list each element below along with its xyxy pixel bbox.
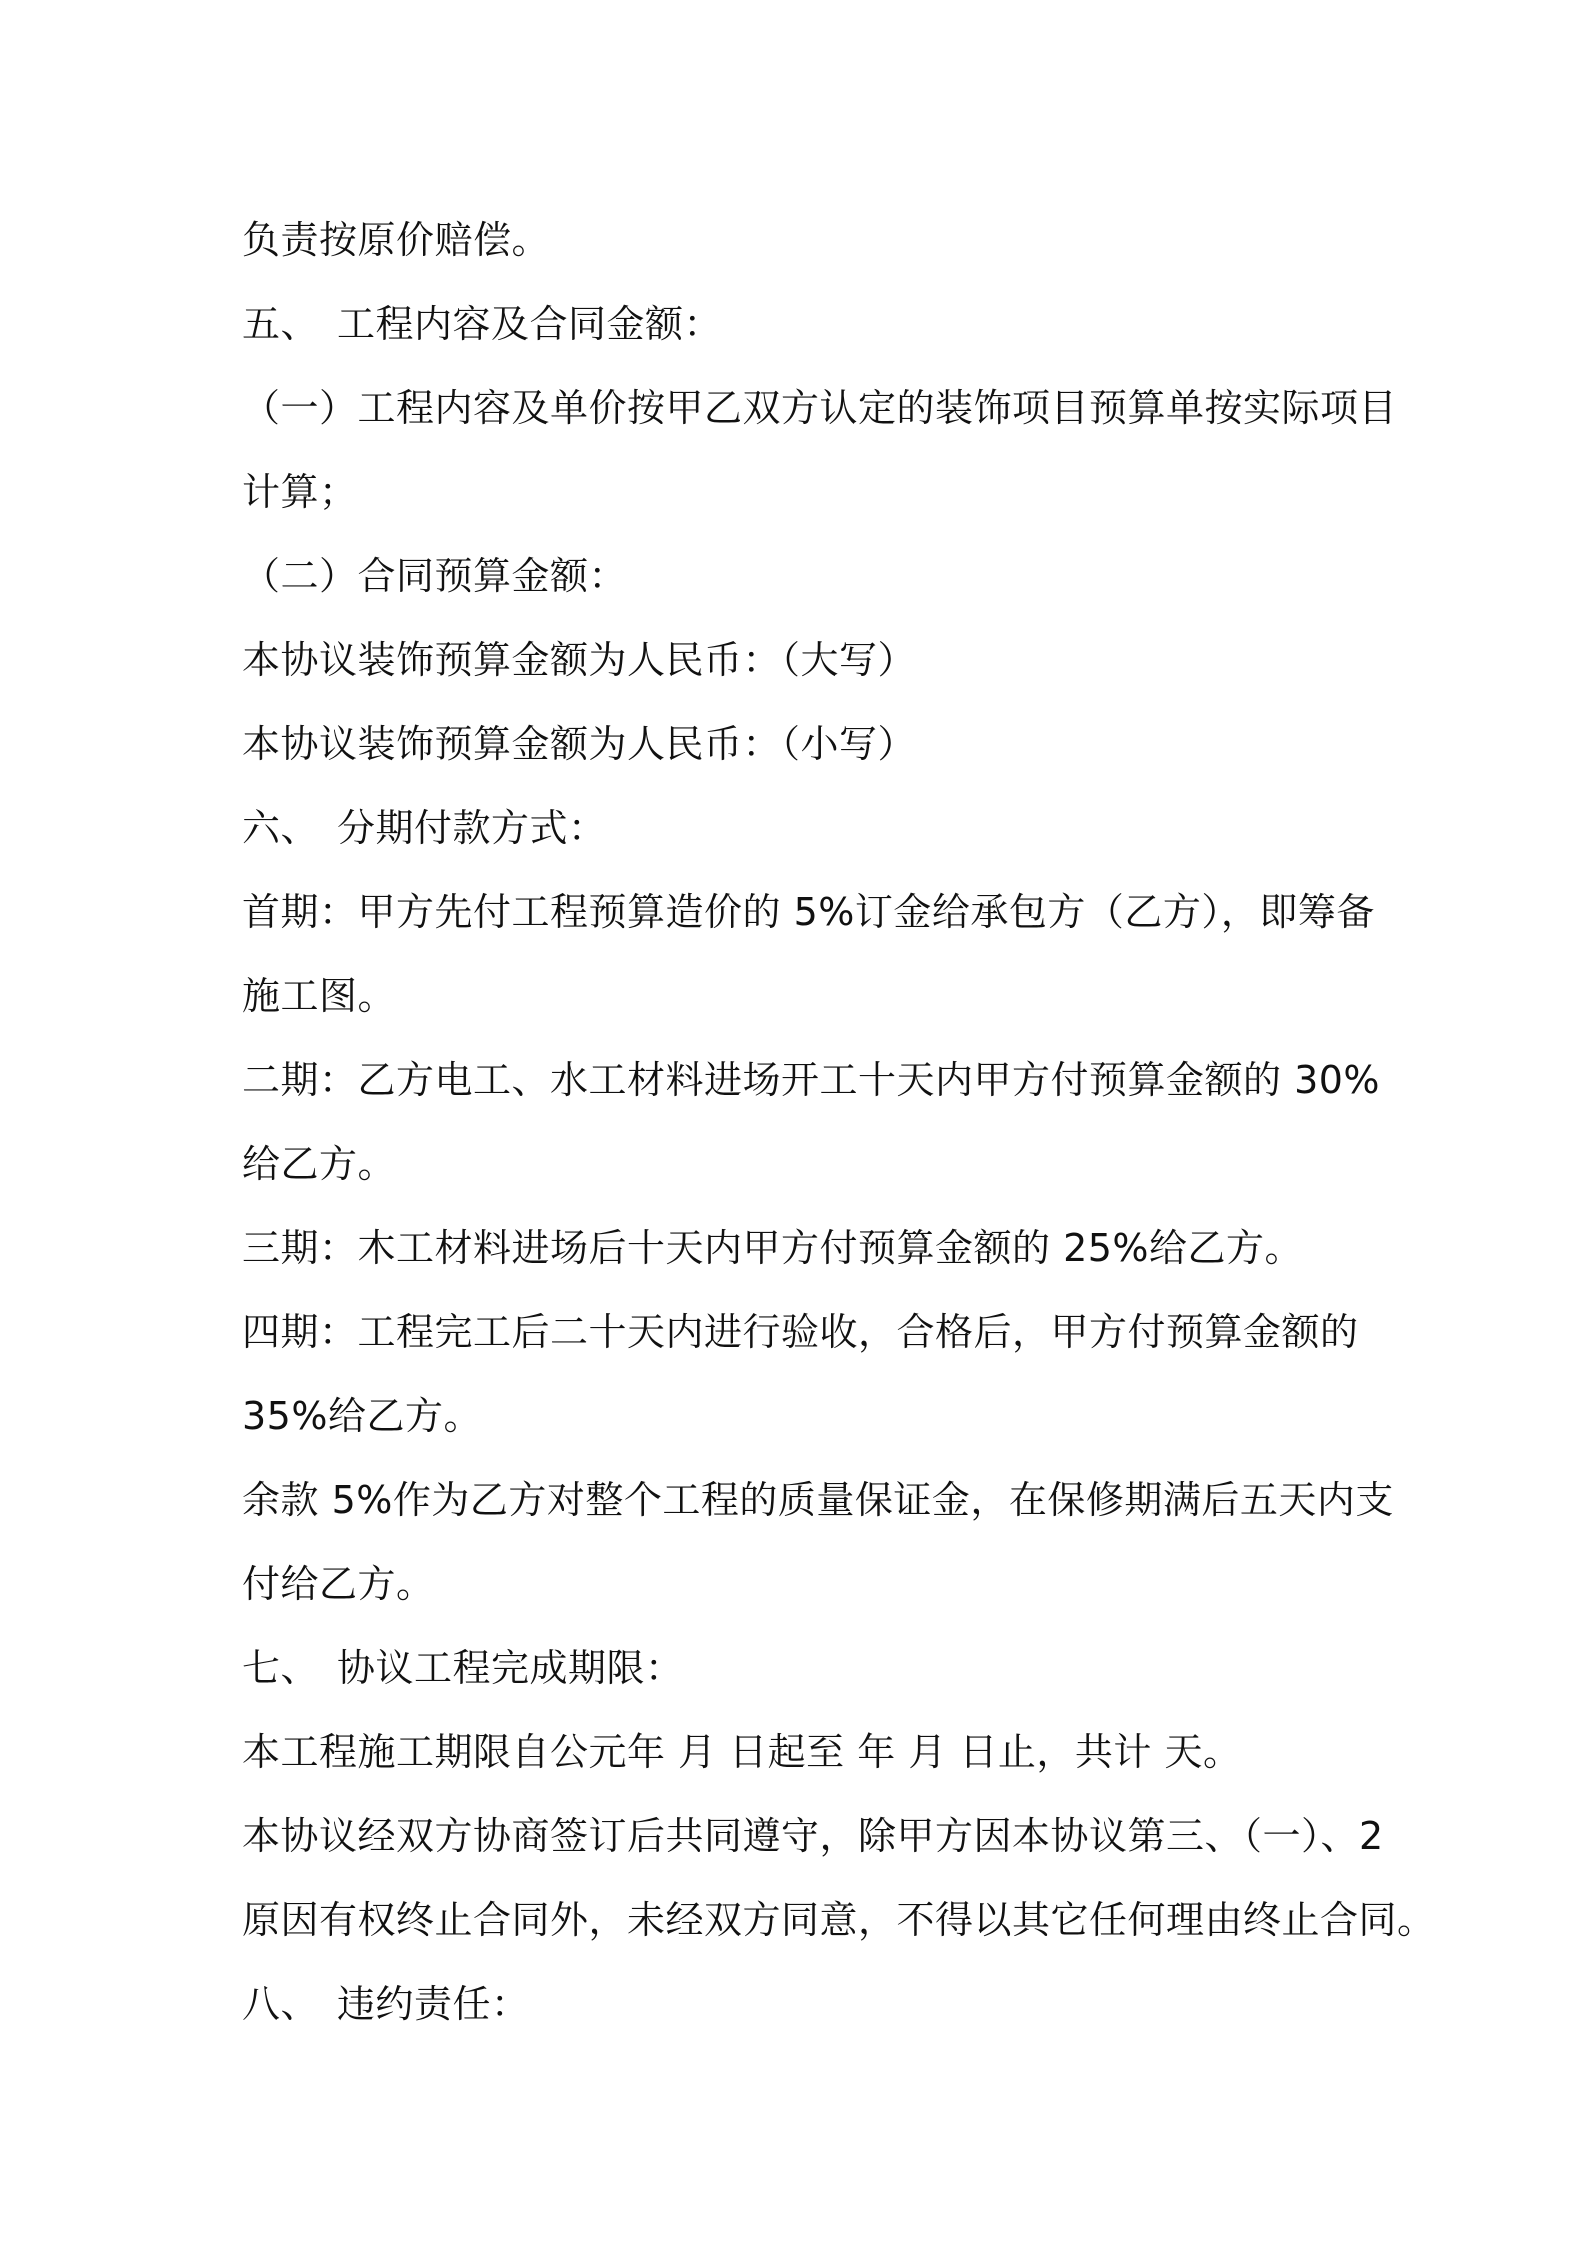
section-number: 八、 — [242, 1982, 320, 2026]
text-line: 施工图。 — [242, 974, 397, 1018]
text-line: 给乙方。 — [242, 1142, 397, 1186]
text-line: 余款 5%作为乙方对整个工程的质量保证金，在保修期满后五天内支 — [242, 1478, 1394, 1522]
text-line: 三期：木工材料进场后十天内甲方付预算金额的 25%给乙方。 — [242, 1226, 1304, 1270]
section-heading-5 — [242, 282, 1372, 366]
text-line: 本协议经双方协商签订后共同遵守，除甲方因本协议第三、（一）、2 — [242, 1814, 1384, 1858]
text-line: （二）合同预算金额： — [242, 554, 628, 598]
section-heading-7 — [242, 1626, 1372, 1710]
text-line: （一）工程内容及单价按甲乙双方认定的装饰项目预算单按实际项目 — [242, 386, 1398, 430]
text-line: 本协议装饰预算金额为人民币：（小写） — [242, 722, 917, 766]
text-line: 原因有权终止合同外，未经双方同意，不得以其它任何理由终止合同。 — [242, 1898, 1436, 1942]
text-line: 付给乙方。 — [242, 1562, 435, 1606]
text-line: 计算； — [242, 470, 358, 514]
text-line: 本工程施工期限自公元年 月 日起至 年 月 日止，共计 天。 — [242, 1730, 1242, 1774]
text-line: 首期：甲方先付工程预算造价的 5%订金给承包方（乙方），即筹备 — [242, 890, 1375, 934]
text-line: 35%给乙方。 — [242, 1394, 482, 1438]
section-heading-8 — [242, 1962, 1372, 2046]
section-title: 工程内容及合同金额： — [337, 302, 723, 346]
text-line: 二期：乙方电工、水工材料进场开工十天内甲方付预算金额的 30% — [242, 1058, 1381, 1102]
section-number: 七、 — [242, 1646, 320, 1690]
section-number: 五、 — [242, 302, 320, 346]
section-number: 六、 — [242, 806, 320, 850]
document-body — [242, 198, 1436, 2046]
section-heading-6 — [242, 786, 1372, 870]
text-line: 负责按原价赔偿。 — [242, 218, 551, 262]
section-title: 协议工程完成期限： — [337, 1646, 684, 1690]
text-line: 四期：工程完工后二十天内进行验收，合格后，甲方付预算金额的 — [242, 1310, 1359, 1354]
text-line: 本协议装饰预算金额为人民币：（大写） — [242, 638, 917, 682]
section-title: 分期付款方式： — [337, 806, 607, 850]
section-title: 违约责任： — [337, 1982, 530, 2026]
